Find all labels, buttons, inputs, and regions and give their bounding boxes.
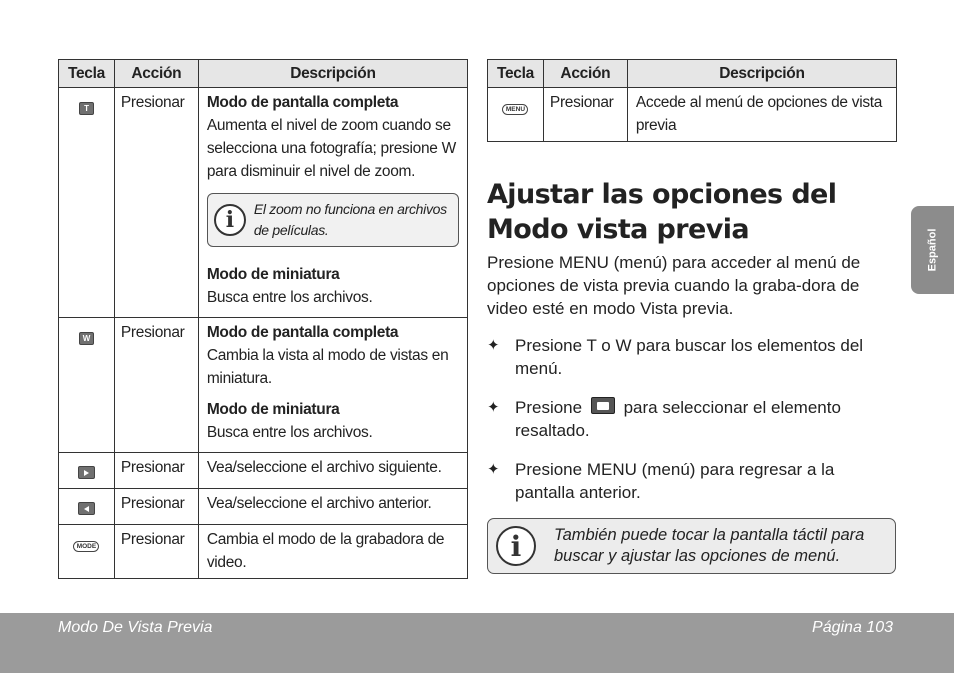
column-header-action: Acción [114,60,198,88]
step-text: para seleccionar el elemento resaltado. [515,398,841,440]
step-text: Presione [515,398,583,417]
mode-description: Busca entre los archivos. [206,424,373,441]
action-cell: Presionar [114,318,198,453]
bullet-icon: ✦ [487,399,500,416]
next-key-icon [78,466,95,479]
mode-description: Aumenta el nivel de zoom cuando se selecciona una fotografía; presione W para disminuir el nivel de zoom. [206,117,456,180]
tip-box [487,518,896,574]
w-key-icon: W [79,332,94,345]
action-cell: Presionar [114,525,198,579]
action-cell: Presionar [114,88,198,318]
mode-title: Modo de miniatura [206,401,340,418]
list-item [487,396,897,442]
description-cell [198,318,467,453]
column-header-key: Tecla [488,60,544,88]
mode-title: Modo de pantalla completa [206,324,399,341]
key-table-right [487,59,897,142]
action-cell: Presionar [543,88,627,142]
mode-key-icon: MODE [73,541,99,552]
key-cell [59,489,115,525]
key-cell [59,88,115,318]
key-cell [59,318,115,453]
column-header-key: Tecla [59,60,115,88]
action-cell: Presionar [114,489,198,525]
step-text: Presione MENU (menú) para regresar a la pantalla anterior. [515,460,835,502]
info-icon: i [214,204,246,236]
description-cell: Accede al menú de opciones de vista previa [627,88,896,142]
note-text: El zoom no funciona en archivos de películas. [253,201,447,238]
table-row [488,88,897,142]
list-item [487,458,897,504]
info-icon: i [496,526,536,566]
description-cell: Vea/seleccione el archivo siguiente. [198,453,467,489]
t-key-icon: T [79,102,94,115]
column-header-description: Descripción [627,60,896,88]
language-tab [911,206,954,294]
table-header-row [59,60,468,88]
table-header-row [488,60,897,88]
menu-key-icon: MENU [502,104,528,115]
step-text: Presione T o W para buscar los elementos del menú. [515,336,864,378]
description-cell [198,88,467,318]
footer-section-name: Modo De Vista Previa [58,619,213,636]
steps-list [487,334,897,520]
list-item [487,334,897,380]
key-table-left [58,59,468,579]
mode-description: Busca entre los archivos. [206,289,373,306]
bullet-icon: ✦ [487,337,500,354]
description-cell: Vea/seleccione el archivo anterior. [198,489,467,525]
section-title: Ajustar las opciones del Modo vista previa [487,179,837,245]
table-row [59,318,468,453]
table-row [59,88,468,318]
prev-key-icon [78,502,95,515]
bullet-icon: ✦ [487,461,500,478]
note-box [207,193,459,247]
column-header-action: Acción [543,60,627,88]
section-intro: Presione MENU (menú) para acceder al menú de opciones de vista previa cuando la graba-dora de video esté en modo Vista previa. [487,253,861,318]
key-cell [488,88,544,142]
camera-icon [591,397,615,414]
description-cell: Cambia el modo de la grabadora de video. [198,525,467,579]
tip-text: También puede tocar la pantalla táctil para buscar y ajustar las opciones de menú. [554,526,865,565]
mode-title: Modo de miniatura [206,266,340,283]
page-footer [0,613,954,673]
footer-page-number: Página 103 [812,619,893,636]
table-row [59,525,468,579]
language-label: Español [926,228,939,272]
table-row [59,489,468,525]
column-header-description: Descripción [198,60,467,88]
action-cell: Presionar [114,453,198,489]
table-row [59,453,468,489]
mode-title: Modo de pantalla completa [206,94,399,111]
mode-description: Cambia la vista al modo de vistas en miniatura. [206,347,449,387]
key-cell [59,453,115,489]
key-cell [59,525,115,579]
